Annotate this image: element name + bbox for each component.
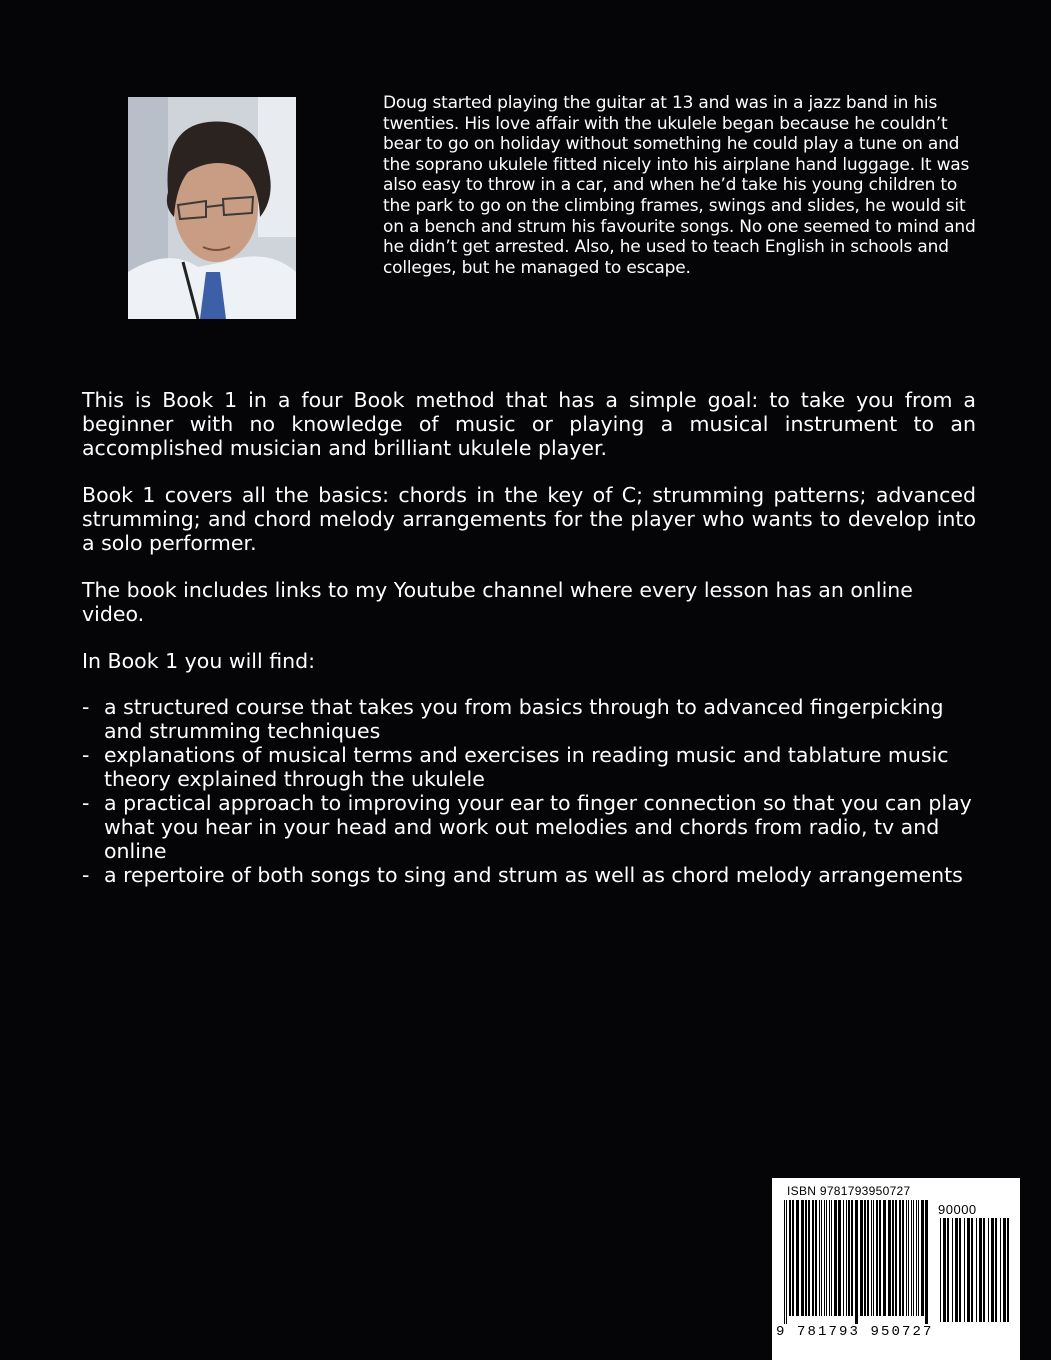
barcode-bar	[808, 1200, 810, 1316]
barcode-bar	[911, 1200, 912, 1316]
barcode-bar	[860, 1200, 863, 1316]
author-bio-text: Doug started playing the guitar at 13 and was in a jazz band in his twenties. His love affair with the ukulele began because he couldn’t bear to go on holiday without something he could play a tune on and the soprano ukulele fitted nicely into his airplane hand luggage. It was also easy to throw in a car, and when he’d take his young children to the park to go on the climbing frames, swings and slides, he would sit on a bench and strum his favourite songs. No one seemed to mind and he didn’t get arrested. Also, he used to teach English in schools and colleges, but he managed to escape.	[383, 93, 976, 278]
list-item-text: a structured course that takes you from basics through to advanced fingerpicking and strumming techniques	[104, 695, 944, 743]
barcode-bar	[855, 1200, 858, 1324]
barcode-bar	[876, 1200, 878, 1316]
barcode-bar	[831, 1200, 832, 1316]
author-photo	[128, 97, 296, 319]
barcode-addon-bar	[940, 1218, 941, 1322]
barcode-bar	[871, 1200, 872, 1316]
barcode-addon-bar	[983, 1218, 985, 1322]
list-item	[82, 791, 976, 863]
barcode-bar	[843, 1200, 844, 1316]
barcode-addon-bar	[955, 1218, 958, 1322]
barcode-bar	[789, 1200, 791, 1316]
feature-list	[82, 695, 976, 887]
list-dash: -	[82, 863, 90, 887]
barcode-bar	[846, 1200, 847, 1316]
barcode-bar	[826, 1200, 827, 1316]
barcode-addon-bar	[971, 1218, 973, 1322]
list-item-text: explanations of musical terms and exercises in reading music and tablature music theory explained through the ukulele	[104, 743, 949, 791]
barcode-digits: 9 781793 950727	[776, 1324, 934, 1340]
book-description	[82, 388, 976, 887]
barcode-bars	[780, 1200, 1016, 1326]
barcode-bar	[888, 1200, 891, 1316]
list-item	[82, 863, 976, 887]
barcode-bar	[925, 1200, 928, 1324]
list-dash: -	[82, 695, 90, 719]
barcode-addon-bar	[959, 1218, 961, 1322]
barcode-bar	[792, 1200, 794, 1316]
barcode-addon-bar	[988, 1218, 989, 1322]
barcode-addon-bar	[967, 1218, 970, 1322]
barcode-bar	[867, 1200, 869, 1316]
barcode-bar	[829, 1200, 830, 1316]
barcode-bar	[902, 1200, 904, 1316]
barcode-bar	[879, 1200, 881, 1316]
barcode-bar	[864, 1200, 866, 1316]
barcode-addon-bar	[976, 1218, 977, 1322]
barcode-bar	[913, 1200, 914, 1316]
author-bio	[383, 93, 983, 278]
intro-paragraph: This is Book 1 in a four Book method that has a simple goal: to take you from a beginner with no knowledge of music or playing a musical instrument to an accomplished musician and brilliant ukulele player.	[82, 388, 976, 460]
list-dash: -	[82, 791, 90, 815]
barcode-bar	[812, 1200, 814, 1316]
barcode-bar	[805, 1200, 807, 1316]
barcode-addon-bar	[995, 1218, 997, 1322]
list-item	[82, 743, 976, 791]
barcode-bar	[784, 1200, 785, 1324]
barcode-bar	[906, 1200, 907, 1316]
barcode-bar	[883, 1200, 886, 1316]
barcode-bar	[821, 1200, 822, 1316]
barcode-bar	[824, 1200, 825, 1316]
barcode-bar	[873, 1200, 874, 1316]
barcode-addon-bar	[991, 1218, 994, 1322]
barcode-bar	[921, 1200, 924, 1316]
barcode-addon-bar	[947, 1218, 949, 1322]
barcode-addon-bar	[1000, 1218, 1001, 1322]
covers-paragraph: Book 1 covers all the basics: chords in the key of C; strumming patterns; advanced strumming; and chord melody arrangements for the player who wants to develop into a solo performer.	[82, 483, 976, 555]
barcode-bar	[908, 1200, 909, 1316]
isbn-label: ISBN 9781793950727	[787, 1184, 911, 1198]
barcode-bar	[796, 1200, 799, 1316]
barcode-bar	[895, 1200, 897, 1316]
isbn-barcode	[772, 1178, 1020, 1360]
barcode-bar	[834, 1200, 837, 1316]
list-dash: -	[82, 743, 90, 767]
barcode-bar	[892, 1200, 894, 1316]
barcode-bar	[916, 1200, 917, 1316]
list-item	[82, 695, 976, 743]
barcode-addon-bar	[979, 1218, 982, 1322]
list-item-text: a practical approach to improving your ear to finger connection so that you can play what you hear in your head and work out melodies and chords from radio, tv and online	[104, 791, 972, 863]
barcode-bar	[848, 1200, 850, 1316]
barcode-bar	[838, 1200, 841, 1316]
barcode-addon-bar	[943, 1218, 946, 1322]
barcode-bar	[918, 1200, 919, 1316]
author-portrait-image	[128, 97, 296, 319]
barcode-bar	[815, 1200, 817, 1316]
barcode-addon-bar	[1007, 1218, 1009, 1322]
barcode-bar	[851, 1200, 853, 1316]
barcode-bar	[786, 1200, 787, 1324]
find-heading: In Book 1 you will find:	[82, 649, 316, 673]
barcode-addon-bar	[952, 1218, 953, 1322]
barcode-addon-bar	[1003, 1218, 1006, 1322]
barcode-bar	[899, 1200, 901, 1316]
links-paragraph: The book includes links to my Youtube channel where every lesson has an online video.	[82, 578, 913, 626]
barcode-addon-number: 90000	[938, 1202, 977, 1217]
barcode-bar	[819, 1200, 820, 1316]
barcode-bar	[801, 1200, 804, 1316]
list-item-text: a repertoire of both songs to sing and strum as well as chord melody arrangements	[104, 863, 963, 887]
barcode-addon-bar	[964, 1218, 965, 1322]
